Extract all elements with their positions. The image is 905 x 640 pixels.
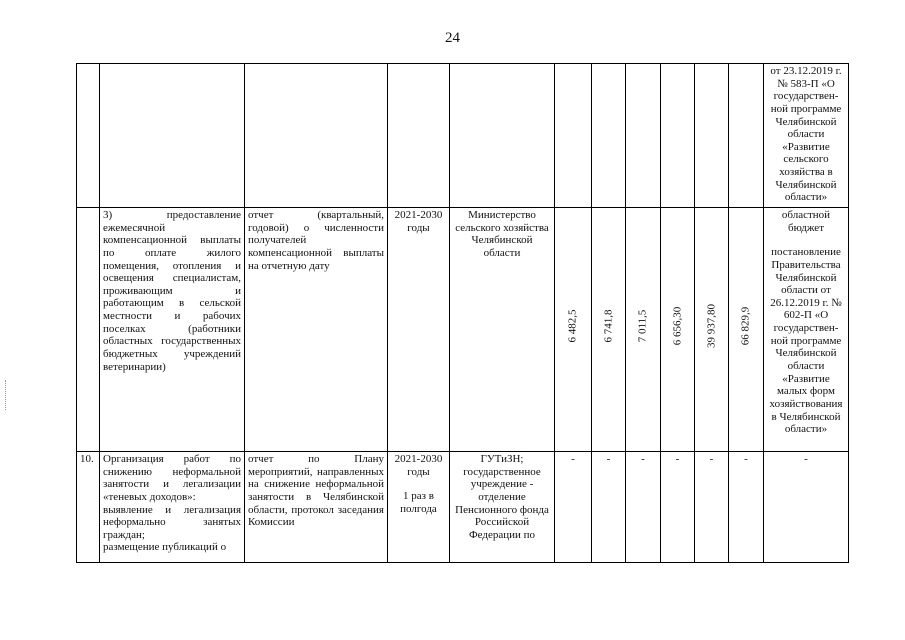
value-cell: - [592, 452, 626, 563]
row-index [77, 208, 100, 452]
value-cell: - [695, 452, 729, 563]
indicator-cell: отчет (квартальный, годовой) о численности получателей компенсационной выплаты на отчетную дату [245, 208, 388, 452]
indicator-cell: отчет по Плану мероприятий, направленных на снижение неформальной занятости в Челябинской области, протокол заседания Комиссии [245, 452, 388, 563]
value-cell [729, 64, 764, 208]
row-index: 10. [77, 452, 100, 563]
value-cell: - [661, 452, 695, 563]
source-cell [764, 208, 849, 452]
value-text: 66 829,9 [739, 306, 752, 346]
program-table [76, 63, 849, 563]
value-cell [592, 64, 626, 208]
value-cell [626, 64, 661, 208]
value-cell [661, 64, 695, 208]
value-text: 6 656,30 [671, 306, 684, 346]
measure-cell [100, 64, 245, 208]
measure-item: выявление и легализация неформально занятых граждан; [103, 503, 241, 541]
value-cell: - [729, 452, 764, 563]
measure-cell [100, 452, 245, 563]
value-text: 39 937,80 [705, 304, 718, 348]
value-cell [592, 208, 626, 452]
executor-cell [450, 64, 555, 208]
value-text: 6 741,8 [602, 309, 615, 343]
value-cell [695, 208, 729, 452]
measure-item: размещение публикаций о [103, 541, 227, 554]
value-cell [695, 64, 729, 208]
legal-basis: постановление Правительства Челябинской области от 26.12.2019 г. № 602-П «О государствен-ной программе Челябинской области «Развитие малых форм хозяйствования в Челябинской области» [769, 246, 843, 436]
period-cell [388, 452, 450, 563]
measure-cell: 3) предоставление ежемесячной компенсационной выплаты по оплате жилого помещения, отопления и освещения специалистам, проживающим и работающим в сельской местности и рабочих поселках (работники областных государственных бюджетных учреждений ветеринарии) [100, 208, 245, 452]
value-cell: - [555, 452, 592, 563]
value-text: 7 011,5 [636, 309, 649, 343]
value-cell: - [626, 452, 661, 563]
table-row [77, 64, 849, 208]
period-cell: 2021-2030 годы [388, 208, 450, 452]
executor-cell: ГУТиЗН; государственное учреждение - отделение Пенсионного фонда Российской Федерации по [450, 452, 555, 563]
scan-edge-mark [5, 380, 7, 410]
source-cell: от 23.12.2019 г. № 583-П «О государствен-ной программе Челябинской области «Развитие сельского хозяйства в Челябинской области» [764, 64, 849, 208]
row-index [77, 64, 100, 208]
value-cell [729, 208, 764, 452]
source-cell: - [764, 452, 849, 563]
period-years: 2021-2030 годы [394, 453, 443, 478]
period-cell [388, 64, 450, 208]
executor-cell: Министерство сельского хозяйства Челябинской области [450, 208, 555, 452]
table-row [77, 452, 849, 563]
value-cell [661, 208, 695, 452]
value-text: 6 482,5 [566, 309, 579, 343]
measure-title: Организация работ по снижению неформальной занятости и легализации «теневых доходов»: [103, 453, 241, 503]
value-cell [555, 208, 592, 452]
value-cell [626, 208, 661, 452]
value-cell [555, 64, 592, 208]
indicator-cell [245, 64, 388, 208]
page-number: 24 [445, 30, 460, 46]
funding-source: областной бюджет [781, 209, 831, 234]
period-frequency: 1 раз в полгода [400, 490, 437, 515]
table-row [77, 208, 849, 452]
